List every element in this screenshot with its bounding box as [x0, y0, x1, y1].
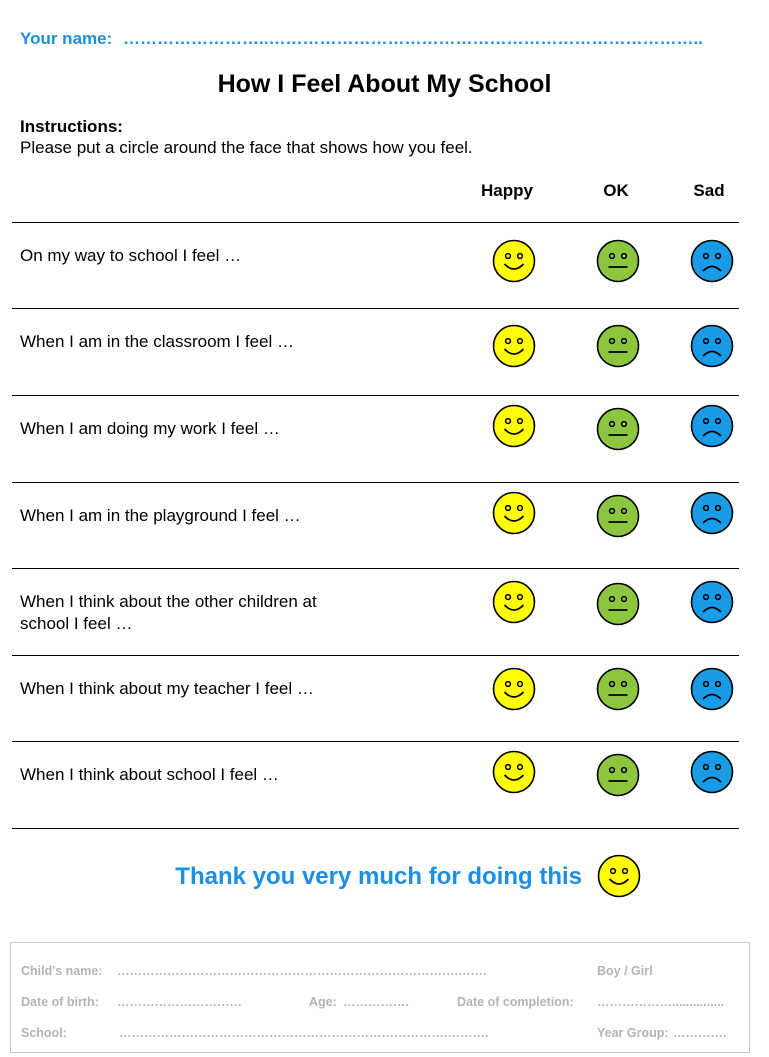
- question-text-line1: On my way to school I feel …: [20, 246, 242, 265]
- neutral-face-icon[interactable]: [595, 238, 641, 284]
- happy-face-icon[interactable]: [491, 403, 537, 449]
- sad-face-icon[interactable]: [689, 490, 735, 536]
- school-label: School:: [21, 1026, 67, 1040]
- your-name-dots: ……………………..…………………………………………………………………..: [123, 29, 703, 48]
- neutral-face-icon[interactable]: [595, 493, 641, 539]
- question-text-line1: When I am in the playground I feel …: [20, 506, 301, 525]
- column-header-ok: OK: [603, 181, 629, 200]
- happy-face-icon[interactable]: [491, 666, 537, 712]
- happy-face-icon: [596, 853, 642, 899]
- your-name-label: Your name:: [20, 29, 113, 48]
- happy-face-icon[interactable]: [491, 749, 537, 795]
- sad-face-icon[interactable]: [689, 749, 735, 795]
- sad-face-icon[interactable]: [689, 323, 735, 369]
- question-row: [12, 223, 739, 308]
- question-text-line1: When I think about school I feel …: [20, 765, 279, 784]
- happy-face-icon[interactable]: [491, 490, 537, 536]
- page-title: How I Feel About My School: [217, 70, 552, 98]
- date-of-birth-field[interactable]: …………………………: [117, 995, 242, 1009]
- sad-face-icon[interactable]: [689, 403, 735, 449]
- neutral-face-icon[interactable]: [595, 406, 641, 452]
- year-group-field[interactable]: ………….: [673, 1026, 727, 1040]
- date-of-birth-label: Date of birth:: [21, 995, 99, 1009]
- question-text: [20, 591, 380, 635]
- question-text: [20, 418, 380, 440]
- question-row: [12, 656, 739, 741]
- age-label: Age:: [309, 995, 337, 1009]
- column-header-sad: Sad: [693, 181, 725, 200]
- instructions-heading: Instructions:: [20, 117, 123, 136]
- question-row: [12, 569, 739, 655]
- column-header-happy: Happy: [481, 181, 533, 200]
- neutral-face-icon[interactable]: [595, 323, 641, 369]
- question-row: [12, 396, 739, 482]
- age-field[interactable]: …………….: [343, 995, 409, 1009]
- question-row: [12, 483, 739, 568]
- instructions-text: Please put a circle around the face that shows how you feel.: [20, 138, 473, 157]
- admin-details-box: [10, 942, 750, 1053]
- neutral-face-icon[interactable]: [595, 752, 641, 798]
- sad-face-icon[interactable]: [689, 579, 735, 625]
- happy-face-icon[interactable]: [491, 238, 537, 284]
- gender-options[interactable]: Boy / Girl: [597, 964, 653, 978]
- childs-name-field[interactable]: ……………………………………………………………………….…….: [117, 964, 487, 978]
- question-row: [12, 742, 739, 828]
- happy-face-icon[interactable]: [491, 323, 537, 369]
- school-field[interactable]: …………………………………………………………………….……….: [119, 1026, 489, 1040]
- sad-face-icon[interactable]: [689, 666, 735, 712]
- question-text: [20, 245, 380, 267]
- thank-you-message: Thank you very much for doing this: [175, 863, 582, 890]
- question-text: [20, 331, 380, 353]
- question-text-line1: When I think about the other children at: [20, 592, 317, 611]
- neutral-face-icon[interactable]: [595, 581, 641, 627]
- childs-name-label: Child's name:: [21, 964, 103, 978]
- neutral-face-icon[interactable]: [595, 666, 641, 712]
- question-text-line2: school I feel …: [20, 614, 133, 633]
- your-name-field[interactable]: [20, 29, 703, 49]
- question-text: [20, 505, 380, 527]
- question-text: [20, 678, 380, 700]
- year-group-label: Year Group:: [597, 1026, 669, 1040]
- question-text-line1: When I am in the classroom I feel …: [20, 332, 294, 351]
- question-text-line1: When I think about my teacher I feel …: [20, 679, 314, 698]
- question-text-line1: When I am doing my work I feel …: [20, 419, 280, 438]
- date-of-completion-field[interactable]: ………………...............: [597, 995, 725, 1009]
- date-of-completion-label: Date of completion:: [457, 995, 574, 1009]
- happy-face-icon[interactable]: [491, 579, 537, 625]
- question-row: [12, 309, 739, 395]
- question-text: [20, 764, 380, 786]
- row-divider: [12, 828, 739, 829]
- sad-face-icon[interactable]: [689, 238, 735, 284]
